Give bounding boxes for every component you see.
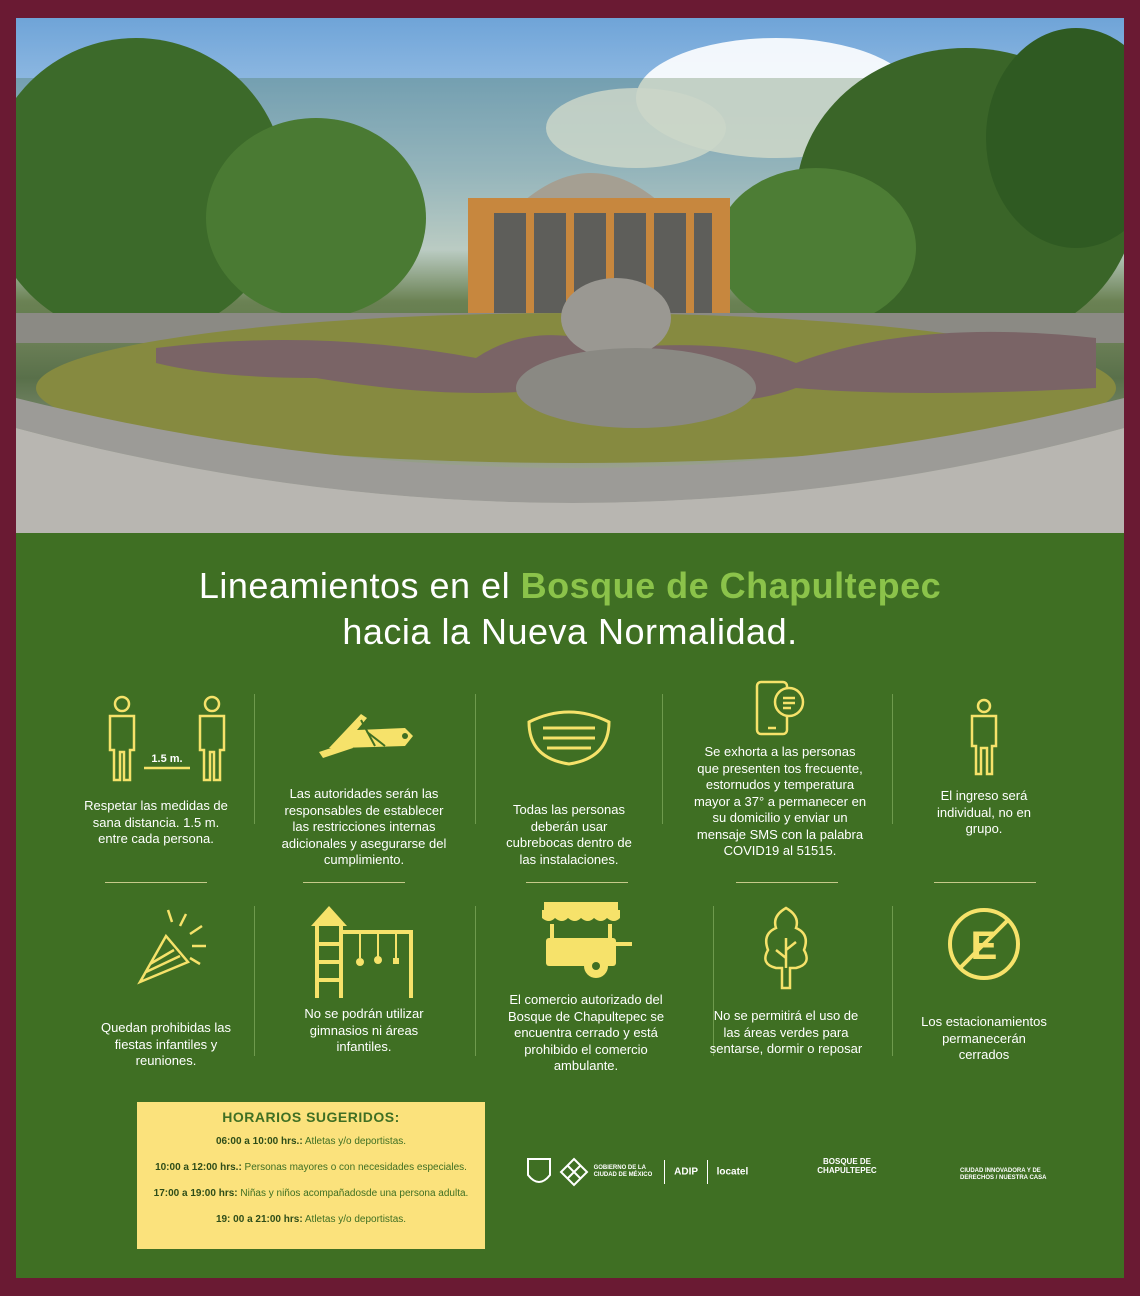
guideline-no-playgrounds bbox=[274, 902, 454, 1056]
face-mask-icon bbox=[519, 706, 619, 768]
hours-time: 17:00 a 19:00 hrs: bbox=[153, 1188, 238, 1199]
food-cart-icon bbox=[536, 902, 636, 980]
hours-audience: Niñas y niños acompañadosde una persona adulta. bbox=[237, 1188, 469, 1199]
grasshopper-icon bbox=[309, 712, 419, 762]
guideline-no-parties bbox=[86, 906, 246, 1070]
hours-time: 10:00 a 12:00 hrs.: bbox=[155, 1162, 242, 1173]
guideline-text: Todas las personas deberán usar cubrebocas dentro de las instalaciones. bbox=[506, 802, 632, 867]
guideline-text: Quedan prohibidas las fiestas infantiles y reuniones. bbox=[100, 1020, 232, 1068]
hours-audience: Atletas y/o deportistas. bbox=[302, 1214, 407, 1225]
tree-icon bbox=[756, 904, 816, 990]
guideline-text: El comercio autorizado del Bosque de Chapultepec se encuentra cerrado y está prohibido el comercio ambulante. bbox=[507, 992, 665, 1073]
guideline-text: No se permitirá el uso de las áreas verdes para sentarse, dormir o reposar bbox=[709, 1008, 863, 1056]
divider bbox=[254, 694, 255, 824]
guideline-commerce-closed bbox=[486, 902, 686, 1075]
person-icon bbox=[964, 698, 1004, 778]
hours-row bbox=[137, 1213, 485, 1226]
adip-logo: ADIP bbox=[674, 1166, 699, 1178]
ciudad-logo: CIUDAD INNOVADORA Y DE DERECHOS / NUESTRA CASA bbox=[960, 1168, 1047, 1181]
guideline-text: Las autoridades serán las responsables de establecer las restricciones internas adicionales y asegurarse del cumplimiento. bbox=[281, 786, 447, 867]
guideline-text: Los estacionamientos permanecerán cerrados bbox=[921, 1014, 1047, 1062]
parking-letter: E bbox=[970, 924, 998, 968]
distance-label: 1.5 m. bbox=[151, 753, 183, 765]
guideline-text: No se podrán utilizar gimnasios ni áreas infantiles. bbox=[304, 1006, 424, 1054]
hero-photo bbox=[16, 18, 1124, 533]
headline-line-2: hacia la Nueva Normalidad. bbox=[342, 611, 798, 652]
gov-logo-text: GOBIERNO DE LA CIUDAD DE MÉXICO bbox=[593, 1165, 653, 1178]
guideline-parking-closed bbox=[904, 904, 1064, 1064]
guideline-text: Se exhorta a las personas que presenten tos frecuente, estornudos y temperatura mayor a 37° a permanecer en su domicilio y enviar un mensaje SMS con la palabra COVID19 al 51515. bbox=[693, 744, 867, 858]
party-popper-icon bbox=[116, 906, 216, 992]
hours-time: 06:00 a 10:00 hrs.: bbox=[215, 1136, 303, 1147]
phone-message-icon bbox=[745, 680, 815, 738]
headline-text: Lineamientos en el bbox=[198, 565, 521, 606]
divider bbox=[475, 906, 476, 1056]
divider bbox=[736, 882, 838, 883]
government-logo-group bbox=[526, 1157, 748, 1187]
locatel-logo: locatel bbox=[716, 1166, 749, 1178]
guideline-face-mask bbox=[484, 706, 654, 868]
divider bbox=[475, 694, 476, 824]
social-distance-icon bbox=[86, 692, 226, 784]
hours-row bbox=[137, 1161, 485, 1174]
suggested-hours-box bbox=[137, 1102, 485, 1249]
park-fountain-illustration bbox=[16, 18, 1124, 533]
poster bbox=[16, 18, 1124, 1278]
divider bbox=[892, 694, 893, 824]
divider bbox=[892, 906, 893, 1056]
hours-title: HORARIOS SUGERIDOS: bbox=[222, 1109, 400, 1125]
guideline-no-green-areas bbox=[696, 904, 876, 1058]
divider bbox=[105, 882, 207, 883]
divider bbox=[303, 882, 405, 883]
guideline-symptoms bbox=[680, 680, 880, 860]
cdmx-flower-icon bbox=[559, 1157, 589, 1187]
guideline-individual-entry bbox=[914, 698, 1054, 838]
divider bbox=[662, 694, 663, 824]
divider bbox=[254, 906, 255, 1056]
guideline-authorities bbox=[274, 712, 454, 869]
guideline-social-distance bbox=[66, 692, 246, 848]
guideline-text: Respetar las medidas de sana distancia. 1.5 m. entre cada persona. bbox=[84, 798, 228, 846]
playground-icon bbox=[309, 902, 419, 998]
divider bbox=[934, 882, 1036, 883]
headline-highlight: Bosque de Chapultepec bbox=[520, 565, 942, 606]
coat-of-arms-icon bbox=[526, 1157, 552, 1187]
hours-audience: Atletas y/o deportistas. bbox=[302, 1136, 407, 1147]
no-parking-icon bbox=[944, 904, 1024, 984]
hours-row bbox=[137, 1187, 485, 1200]
guideline-text: El ingreso será individual, no en grupo. bbox=[937, 788, 1031, 836]
hours-time: 19: 00 a 21:00 hrs: bbox=[215, 1214, 303, 1225]
hours-audience: Personas mayores o con necesidades especiales. bbox=[241, 1162, 467, 1173]
divider bbox=[526, 882, 628, 883]
hours-row bbox=[137, 1135, 485, 1148]
headline-line-1 bbox=[16, 564, 1124, 608]
bosque-logo: BOSQUE DE CHAPULTEPEC bbox=[817, 1157, 877, 1175]
